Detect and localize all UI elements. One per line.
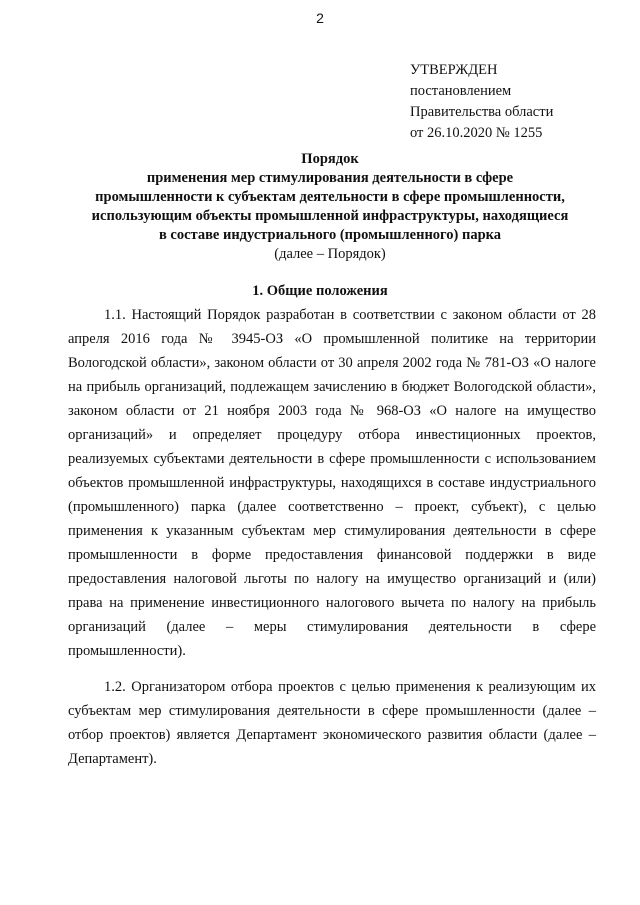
section-body xyxy=(68,303,596,783)
approval-line: Правительства области xyxy=(410,104,554,120)
title-line: применения мер стимулирования деятельности в сфере xyxy=(146,170,514,186)
approval-line: постановлением xyxy=(410,83,512,99)
paragraph-1-2: 1.2. Организатором отбора проектов с целью применения к реализующим их субъектам мер стимулирования деятельности в сфере промышленности (далее – отбор проектов) является Департамент экономического развития области (далее – Департамент). xyxy=(68,679,596,767)
paragraph-1-1: 1.1. Настоящий Порядок разработан в соответствии с законом области от 28 апреля 2016 года № 3945-ОЗ «О промышленной политике на территории Вологодской области», законом области от 30 апреля 2002 года № 781-ОЗ «О налоге на прибыль организаций, подлежащем зачислению в бюджет Вологодской области», законом области от 21 ноября 2003 года № 968-ОЗ «О налоге на имущество организаций» и определяет процедуру отбора инвестиционных проектов, реализуемых субъектами деятельности в сфере промышленности с использованием объектов промышленной инфраструктуры, находящихся в составе индустриального (промышленного) парка (далее соответственно – проект, субъект), с целью применения к указанным субъектам мер стимулирования деятельности в сфере промышленности в форме предоставления финансовой поддержки в виде предоставления налоговой льготы по налогу на имущество организаций и (или) права на применение инвестиционного налогового вычета по налогу на прибыль организаций (далее – меры стимулирования деятельности в сфере промышленности). xyxy=(68,307,596,659)
title-line: промышленности к субъектам деятельности в сфере промышленности, xyxy=(95,189,565,205)
title-short-name: (далее – Порядок) xyxy=(274,246,386,262)
page-number: 2 xyxy=(316,10,324,26)
title-line: использующим объекты промышленной инфраструктуры, находящиеся xyxy=(91,208,569,224)
section-heading: 1. Общие положения xyxy=(252,283,388,299)
approval-line: УТВЕРЖДЕН xyxy=(410,62,498,78)
title-line: в составе индустриального (промышленного) парка xyxy=(158,227,502,243)
title-heading: Порядок xyxy=(301,151,359,167)
document-title xyxy=(60,150,600,264)
approval-line: от 26.10.2020 № 1255 xyxy=(410,125,543,141)
approval-stamp xyxy=(410,60,553,144)
